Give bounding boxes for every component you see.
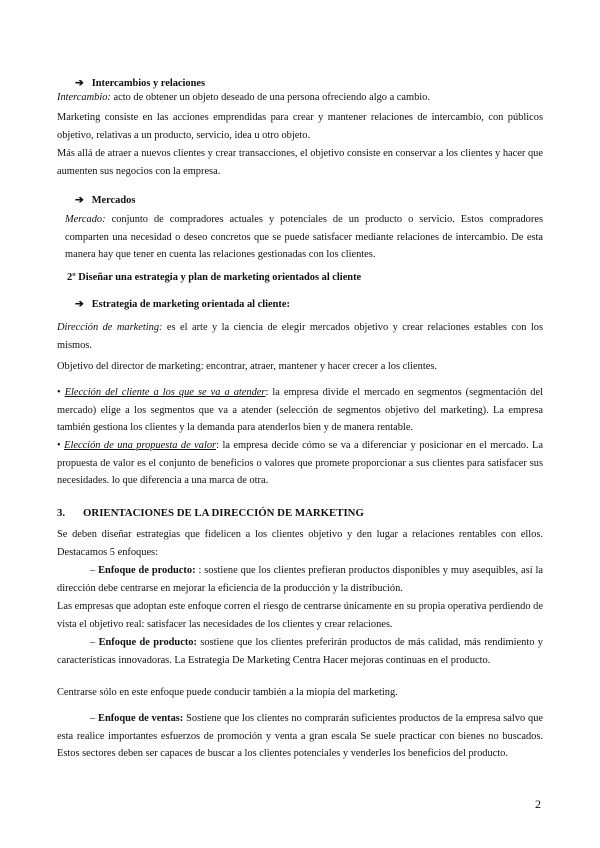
heading-mercados: ➔ Mercados [75, 195, 136, 206]
paragraph-direccion-marketing: Dirección de marketing: es el arte y la ciencia de elegir mercados objetivo y crear relaciones estables con los mismos. [57, 322, 543, 351]
paragraph-estrategias-fidelicen: Se deben diseñar estrategias que fidelicen a los clientes objetivo y den lugar a relaciones rentables con ellos. Destacamos 5 enfoques: [57, 529, 543, 558]
paragraph-riesgo-operativa: Las empresas que adoptan este enfoque corren el riesgo de centrarse únicamente en su propia operativa perdiendo de vista el objetivo real: satisfacer las necesidades de los clientes y crear relaciones. [57, 601, 543, 630]
heading-disenar-estrategia: 2º Diseñar una estrategia y plan de marketing orientados al cliente [67, 272, 362, 283]
paragraph-enfoque-producto: – Enfoque de producto: sostiene que los clientes preferirán productos de más calidad, más rendimiento y características innovadoras. La Estrategia De Marketing Centra Hacer mejoras continuas en el producto. [57, 637, 543, 666]
arrow-icon: ➔ [75, 78, 84, 89]
paragraph-propuesta-valor: • Elección de una propuesta de valor: la empresa decide cómo se va a diferenciar y posicionar en el mercado. La propuesta de valor es el conjunto de beneficios o valores que promete proporcionar a sus clientes para satisfacer sus necesidades. lo que diferencia a una marca de otra. [57, 440, 543, 486]
paragraph-miopia: Centrarse sólo en este enfoque puede conducir también a la miopía del marketing. [57, 687, 398, 698]
paragraph-objetivo-clientes: Más allá de atraer a nuevos clientes y crear transacciones, el objetivo consiste en conservar a los clientes y hacer que aumenten sus negocios con la empresa. [57, 148, 543, 177]
paragraph-intercambio: Intercambio: acto de obtener un objeto deseado de una persona ofreciendo algo a cambio. [57, 92, 430, 103]
section-title-orientaciones: 3. ORIENTACIONES DE LA DIRECCIÓN DE MARKETING [57, 507, 364, 519]
paragraph-eleccion-cliente: • Elección del cliente a los que se va a atender: la empresa divide el mercado en segmentos (segmentación del mercado) elige a los segmentos que va a atender (selección de segmentos objetivo del marketing). La empresa también gestiona los clientes y la demanda para atenderlos bien y de manera rentable. [57, 387, 543, 433]
arrow-icon: ➔ [75, 299, 84, 310]
paragraph-marketing-definition: Marketing consiste en las acciones emprendidas para crear y mantener relaciones de intercambio, con públicos objetivo, relativas a un producto, servicio, idea u otro objeto. [57, 112, 543, 141]
heading-estrategia-marketing: ➔ Estrategia de marketing orientada al cliente: [75, 299, 290, 310]
paragraph-enfoque-ventas: – Enfoque de ventas: Sostiene que los clientes no comprarán suficientes productos de la empresa salvo que esta realice importantes esfuerzos de promoción y venta a gran escala Se suele practicar con bienes no buscados. Estos sectores deben ser capaces de buscar a los clientes potenciales y venderles los beneficios del producto. [57, 713, 543, 759]
heading-intercambios: ➔ Intercambios y relaciones [75, 78, 206, 89]
paragraph-objetivo-director: Objetivo del director de marketing: encontrar, atraer, mantener y hacer crecer a los clientes. [57, 361, 437, 372]
paragraph-enfoque-produccion: – Enfoque de producto: : sostiene que los clientes prefieran productos disponibles y muy asequibles, así la dirección debe centrarse en mejorar la eficiencia de la producción y la distribución. [57, 565, 543, 594]
arrow-icon: ➔ [75, 195, 84, 206]
paragraph-mercado: Mercado: conjunto de compradores actuales y potenciales de un producto o servicio. Estos compradores comparten una necesidad o deseo concretos que se puede satisfacer mediante relaciones de intercambio. De esta manera hay que tener en cuenta las relaciones gestionadas con los clientes. [65, 214, 543, 260]
page-number: 2 [535, 797, 541, 811]
